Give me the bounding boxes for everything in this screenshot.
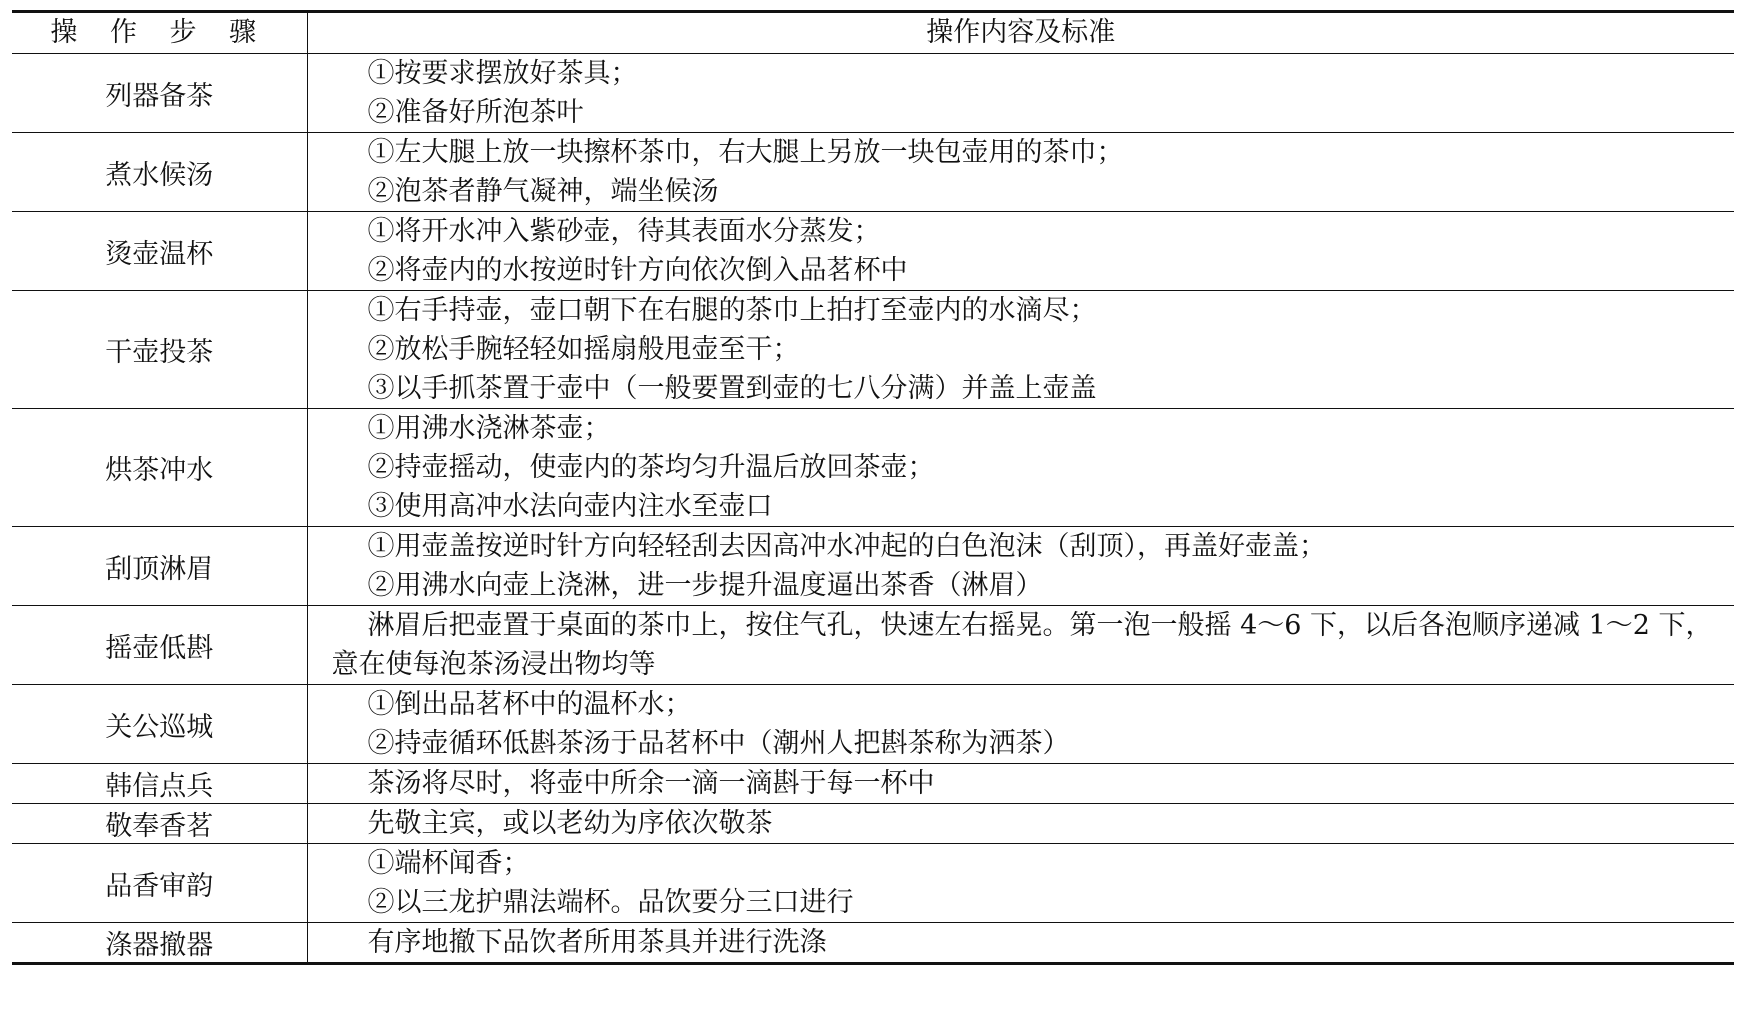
content-line: ①用壶盖按逆时针方向轻轻刮去因高冲水冲起的白色泡沫（刮顶），再盖好壶盖；: [367, 531, 1326, 562]
step-content: [307, 685, 1734, 764]
content-paragraph: 淋眉后把壶置于桌面的茶巾上，按住气孔，快速左右摇晃。第一泡一般摇 4～6 下，以后各泡顺序递减 1～2 下，意在使每泡茶汤浸出物均等: [331, 610, 1713, 680]
procedure-table-container: [12, 10, 1734, 965]
table-row: [12, 844, 1734, 923]
content-line: ①左大腿上放一块擦杯茶巾，右大腿上另放一块包壶用的茶巾；: [367, 137, 1124, 168]
step-content: [307, 409, 1734, 527]
table-row: [12, 685, 1734, 764]
step-name: 敬奉香茗: [12, 804, 307, 844]
table-row: [12, 54, 1734, 133]
content-line: ②将壶内的水按逆时针方向依次倒入品茗杯中: [367, 255, 908, 286]
step-name: 涤器撤器: [12, 923, 307, 964]
step-content: [307, 212, 1734, 291]
table-row: [12, 133, 1734, 212]
step-name: 列器备茶: [12, 54, 307, 133]
content-line: ②准备好所泡茶叶: [367, 97, 584, 128]
content-line: ②用沸水向壶上浇淋，进一步提升温度逼出茶香（淋眉）: [367, 570, 1043, 601]
step-column-header-text: 操 作 步 骤: [50, 17, 269, 48]
procedure-table: [12, 10, 1734, 965]
step-content: [307, 764, 1734, 804]
step-content: [307, 606, 1734, 685]
table-row: [12, 804, 1734, 844]
content-line: 先敬主宾，或以老幼为序依次敬茶: [367, 808, 773, 839]
table-header-row: [12, 12, 1734, 54]
step-content: [307, 804, 1734, 844]
step-content: [307, 844, 1734, 923]
step-content: [307, 133, 1734, 212]
table-row: [12, 923, 1734, 964]
content-line: ③以手抓茶置于壶中（一般要置到壶的七八分满）并盖上壶盖: [367, 373, 1097, 404]
content-line: ②持壶摇动，使壶内的茶均匀升温后放回茶壶；: [367, 452, 935, 483]
table-row: [12, 764, 1734, 804]
step-name: 摇壶低斟: [12, 606, 307, 685]
step-content: [307, 291, 1734, 409]
step-content: [307, 54, 1734, 133]
step-name: 烫壶温杯: [12, 212, 307, 291]
content-line: ①用沸水浇淋茶壶；: [367, 413, 611, 444]
content-line: ①右手持壶，壶口朝下在右腿的茶巾上拍打至壶内的水滴尽；: [367, 295, 1097, 326]
step-name: 刮顶淋眉: [12, 527, 307, 606]
content-column-header: 操作内容及标准: [307, 12, 1734, 54]
table-row: [12, 606, 1734, 685]
step-name: 韩信点兵: [12, 764, 307, 804]
step-content: [307, 923, 1734, 964]
table-row: [12, 527, 1734, 606]
content-line: ①按要求摆放好茶具；: [367, 58, 638, 89]
table-row: [12, 212, 1734, 291]
table-row: [12, 291, 1734, 409]
table-row: [12, 409, 1734, 527]
content-line: 有序地撤下品饮者所用茶具并进行洗涤: [367, 927, 827, 958]
step-content: [307, 527, 1734, 606]
step-name: 烘茶冲水: [12, 409, 307, 527]
content-line: ③使用高冲水法向壶内注水至壶口: [367, 491, 773, 522]
step-name: 关公巡城: [12, 685, 307, 764]
content-line: 茶汤将尽时，将壶中所余一滴一滴斟于每一杯中: [367, 768, 935, 799]
content-line: ②泡茶者静气凝神，端坐候汤: [367, 176, 719, 207]
content-line: ①倒出品茗杯中的温杯水；: [367, 689, 692, 720]
content-line: ②持壶循环低斟茶汤于品茗杯中（潮州人把斟茶称为洒茶）: [367, 728, 1070, 759]
step-column-header: [12, 12, 307, 54]
content-line: ②以三龙护鼎法端杯。品饮要分三口进行: [367, 887, 854, 918]
content-line: ①将开水冲入紫砂壶，待其表面水分蒸发；: [367, 216, 881, 247]
content-line: ②放松手腕轻轻如摇扇般甩壶至干；: [367, 334, 800, 365]
step-name: 煮水候汤: [12, 133, 307, 212]
content-line: ①端杯闻香；: [367, 848, 530, 879]
step-name: 干壶投茶: [12, 291, 307, 409]
step-name: 品香审韵: [12, 844, 307, 923]
